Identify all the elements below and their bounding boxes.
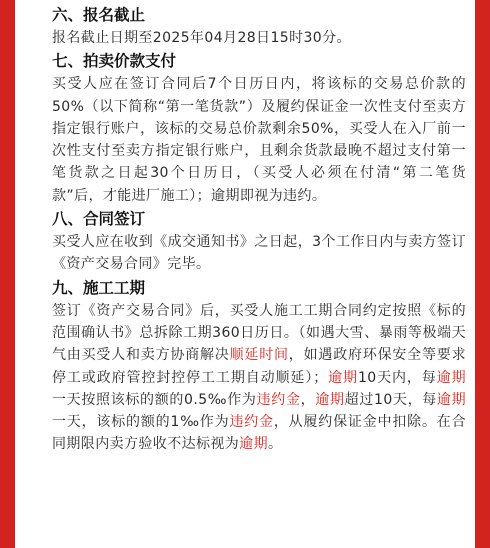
text-segment: 签订《资产交易合同》后，买受人施工工期合同约定按照《标的范围确认书》总拆除工期360日历日。（如遇大雪、暴雨等极端天气由买受人和卖方协商解决 (52, 302, 466, 364)
section-heading-construction-period: 九、施工工期 (52, 278, 146, 297)
text-segment: ，如遇政府环保安全等要求停工或政府管控封控停工工期自动顺延）； (52, 347, 466, 386)
text-segment: 买受人应在收到《成交通知书》之日起，3个工作日内与卖方签订《资产交易合同》完毕。 (52, 234, 466, 273)
highlighted-term: 顺延时间 (229, 347, 289, 364)
text-segment: 报名截止日期至2025年04月28日15时30分。 (52, 30, 351, 46)
section-body-payment (52, 73, 466, 207)
section-heading-registration-deadline: 六、报名截止 (52, 6, 146, 24)
right-red-border (475, 0, 490, 548)
highlighted-term: 违约金 (229, 414, 274, 431)
section-heading-payment: 七、拍卖价款支付 (52, 52, 177, 71)
section-heading-contract-signing: 八、合同签订 (52, 210, 146, 229)
left-red-border (0, 0, 15, 548)
text-segment: ，从履约保证金中扣除。在合同期限内卖方验收不达标视为 (52, 414, 467, 453)
section-body-contract-signing (52, 231, 466, 276)
highlighted-term: 逾期 (436, 369, 466, 386)
highlighted-term: 逾期 (239, 436, 269, 453)
text-segment: 买受人应在签订合同后7个日历日内，将该标的交易总价款的50%（以下简称“第一笔货款”）及履约保证金一次性支付至卖方指定银行账户，该标的交易总价款剩余50%，买受人在入厂前一次性支付至卖方指定银行账户，且剩余货款最晚不超过支付第一笔货款之日起30个日历日，（买受人必须在付清“第二笔货款”后，才能进厂施工）；逾期即视为违约。 (52, 76, 466, 204)
text-segment: 。 (268, 436, 283, 453)
text-segment: ， (300, 391, 316, 408)
section-body-registration-deadline (52, 27, 466, 49)
text-segment: 一天按照该标的额的0.5‰作为 (52, 391, 257, 408)
text-segment: 超过10天，每 (344, 391, 437, 408)
highlighted-term: 逾期 (327, 369, 358, 386)
text-segment: 10天内，每 (357, 369, 437, 386)
section-body-construction-period (52, 300, 466, 456)
highlighted-term: 逾期 (315, 391, 345, 408)
highlighted-term: 逾期 (436, 391, 466, 408)
announcement-content (52, 3, 466, 456)
highlighted-term: 违约金 (256, 391, 301, 408)
text-segment: 一天，该标的额的1‰作为 (52, 414, 230, 431)
